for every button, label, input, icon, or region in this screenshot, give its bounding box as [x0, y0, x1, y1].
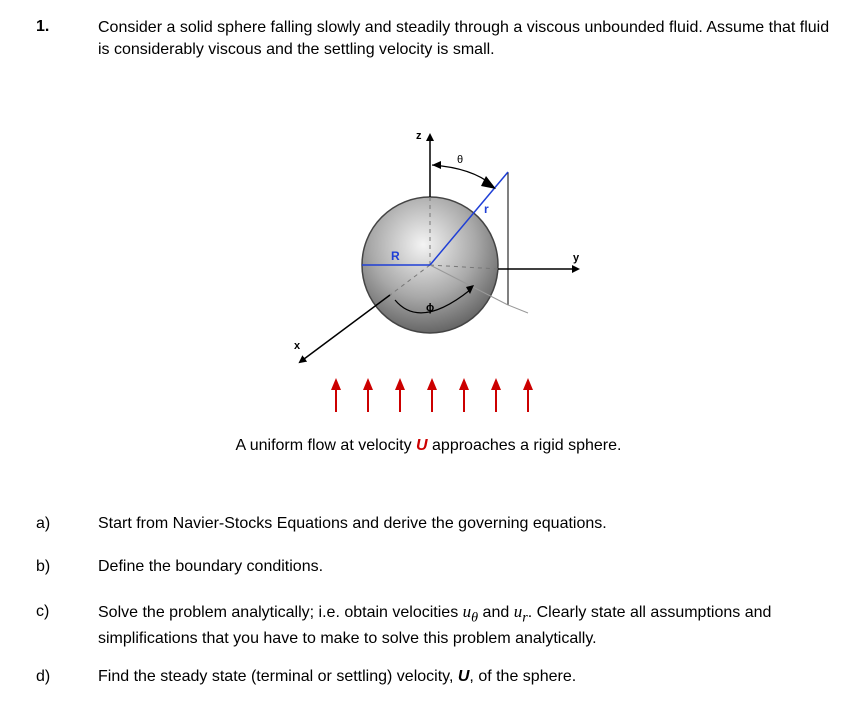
- flow-arrow: [523, 378, 533, 412]
- velocity-symbol-U: U: [416, 437, 428, 454]
- x-label: x: [294, 340, 301, 352]
- flow-arrow: [427, 378, 437, 412]
- flow-arrow: [363, 378, 373, 412]
- u-theta-symbol: $u_\theta$: [462, 602, 479, 626]
- flow-arrow: [459, 378, 469, 412]
- z-label: z: [416, 130, 422, 142]
- question-number: 1.: [36, 18, 50, 35]
- x-axis: [300, 295, 390, 362]
- R-label: R: [391, 249, 400, 263]
- part-c-label: c): [36, 603, 50, 620]
- flow-arrows: [331, 378, 533, 412]
- question-intro: Consider a solid sphere falling slowly and steadily through a viscous unbounded fluid. Assume that fluid is considerably viscous and the settling velocity is small.: [98, 19, 830, 58]
- r-label: r: [484, 202, 489, 216]
- u-r-symbol: $u_r$: [513, 602, 528, 626]
- part-c-text: Solve the problem analytically; i.e. obtain velocities $u_\theta$ and $u_r$. Clearly state all assumptions and simplifications that you have to make to solve this problem analytically.: [98, 602, 772, 648]
- figure-caption: A uniform flow at velocity U approaches a rigid sphere.: [235, 437, 622, 454]
- part-b-label: b): [36, 558, 51, 575]
- flow-arrow: [331, 378, 341, 412]
- part-d-label: d): [36, 668, 51, 685]
- y-label: y: [573, 252, 580, 264]
- part-d-text: Find the steady state (terminal or settling) velocity, U, of the sphere.: [98, 668, 577, 685]
- flow-arrow: [395, 378, 405, 412]
- part-a-text: Start from Navier-Stocks Equations and derive the governing equations.: [98, 515, 607, 532]
- velocity-symbol-U-part-d: U: [457, 668, 470, 685]
- theta-label: θ: [457, 154, 464, 166]
- phi-label: ϕ: [426, 302, 435, 314]
- part-a-label: a): [36, 515, 51, 532]
- part-b-text: Define the boundary conditions.: [98, 558, 324, 575]
- flow-arrow: [491, 378, 501, 412]
